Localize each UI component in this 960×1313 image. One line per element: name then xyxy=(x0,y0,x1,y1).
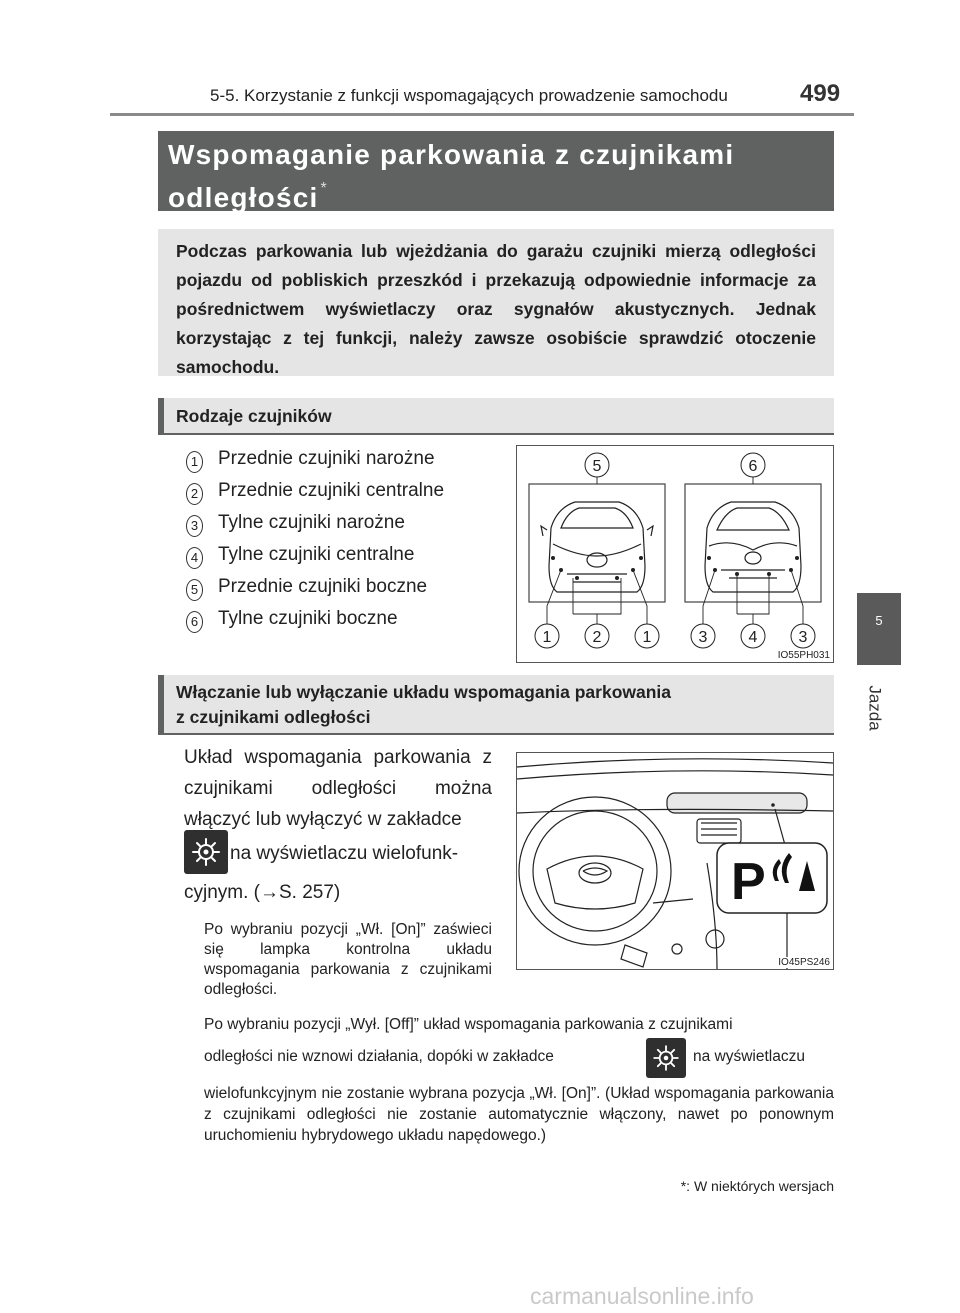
section-heading-text xyxy=(176,680,816,730)
note-off-line1: Po wybraniu pozycji „Wył. [Off]” układ wspomagania parkowania z czujnikami xyxy=(204,1016,733,1033)
chapter-title: Jazda xyxy=(865,685,885,731)
parking-indicator-letter: P xyxy=(731,853,766,911)
watermark: carmanualsonline.info xyxy=(530,1283,754,1309)
item-label: Przednie czujniki narożne xyxy=(218,448,435,469)
callout-label: 3 xyxy=(798,629,808,646)
callout-label: 4 xyxy=(748,629,758,646)
footnote: *: W niektórych wersjach xyxy=(680,1178,834,1194)
note-off-line2-end: na wyświetlaczu xyxy=(693,1048,805,1065)
item-number: 4 xyxy=(186,547,203,569)
callout-label: 6 xyxy=(748,458,758,475)
gear-icon xyxy=(184,830,228,874)
item-label: Tylne czujniki narożne xyxy=(218,512,405,533)
page-title-line2: odległości xyxy=(168,182,319,213)
callout-label: 1 xyxy=(642,629,652,646)
item-number: 5 xyxy=(186,579,203,601)
chapter-number: 5 xyxy=(875,613,883,628)
chapter-title-vertical xyxy=(864,680,894,740)
note-off-line2-start: odległości nie wznowi działania, dopóki w zakładce xyxy=(204,1048,554,1065)
figure-code: IO55PH031 xyxy=(777,650,830,661)
section-heading-line2: z czujnikami odległości xyxy=(176,707,371,727)
callout-label: 1 xyxy=(542,629,552,646)
chapter-tab xyxy=(857,593,901,665)
gear-icon xyxy=(646,1038,686,1078)
dashboard-figure xyxy=(516,752,834,970)
running-header: 5-5. Korzystanie z funkcji wspomagających prowadzenie samochodu xyxy=(210,86,728,105)
footnote-marker: * xyxy=(320,180,328,197)
item-number: 6 xyxy=(186,611,203,633)
page-title-box xyxy=(158,131,834,211)
item-number: 2 xyxy=(186,483,203,505)
note-on: Po wybraniu pozycji „Wł. [On]” zaświeci się lampka kontrolna układu wspomagania parkowania z czujnikami odległości. xyxy=(204,921,492,998)
header-divider xyxy=(110,113,854,116)
item-number: 3 xyxy=(186,515,203,537)
dashboard-illustration xyxy=(517,753,833,969)
body-paragraph-end: cyjnym. (→S. 257) xyxy=(184,882,341,903)
item-label: Tylne czujniki boczne xyxy=(218,608,398,629)
callout-label: 3 xyxy=(698,629,708,646)
item-label: Przednie czujniki boczne xyxy=(218,576,428,597)
section-heading-line1: Włączanie lub wyłączanie układu wspomagania parkowania xyxy=(176,682,672,702)
section-heading-sensor-types xyxy=(158,398,834,435)
intro-box xyxy=(158,229,834,376)
intro-text: Podczas parkowania lub wjeżdżania do garażu czujniki mierzą odległości pojazdu od pobliskich przeszkód i przekazują odpowiednie informacje za pośrednictwem wyświetlaczy oraz sygnałów akustycznych. Jednak korzystając z tej funkcji, należy zawsze osobiście sprawdzić otoczenie samochodu. xyxy=(176,241,816,377)
item-label: Tylne czujniki centralne xyxy=(218,544,415,565)
callout-label: 5 xyxy=(592,458,602,475)
figure-code: IO45PS246 xyxy=(778,957,830,968)
body-paragraph: Układ wspomagania parkowania z czujnikami odległości można włączyć lub wyłączyć w zakładce xyxy=(184,747,492,830)
body-paragraph-cont: na wyświetlaczu wielofunk- xyxy=(230,843,459,864)
item-label: Przednie czujniki centralne xyxy=(218,480,445,501)
sensor-diagram xyxy=(516,445,834,663)
item-number: 1 xyxy=(186,451,203,473)
car-sensors-illustration xyxy=(517,446,833,662)
note-off-rest: wielofunkcyjnym nie zostanie wybrana pozycja „Wł. [On]”. (Układ wspomagania parkowania z czujnikami odległości nie zostanie automatycznie włączony, nawet po ponownym uruchomieniu hybrydowego układu napędowego.) xyxy=(204,1085,834,1144)
page-title xyxy=(168,138,828,215)
section-heading-text: Rodzaje czujników xyxy=(176,406,332,426)
callout-label: 2 xyxy=(592,629,602,646)
section-heading-enable-disable xyxy=(158,675,834,735)
page-title-line1: Wspomaganie parkowania z czujnikami xyxy=(168,139,735,170)
page-number: 499 xyxy=(800,80,841,107)
